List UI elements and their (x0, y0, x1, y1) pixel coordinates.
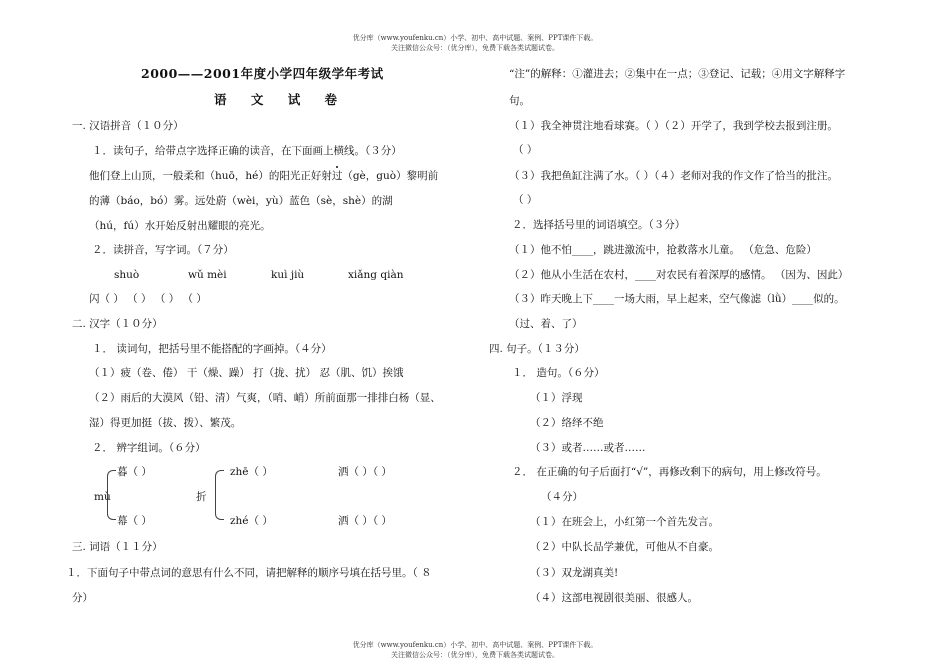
exam-title: 2000——2001年度小学四年级学年考试 (141, 66, 384, 81)
s2-q1-line-2: （２）雨后的大漠风（铅、清）气爽，（哨、峭）所前面那一排排白杨（显、 (89, 392, 441, 404)
zhu-answer-blank-2: （ ） (513, 144, 538, 156)
s2-q1-line-3: 湿）得更加挺（拔、拨）、繁茂。 (89, 417, 242, 429)
s4-q1-item-3: （３）或者……或者…… (530, 442, 646, 454)
s4-q1-item-2: （２）络绎不绝 (530, 417, 604, 429)
s4-q2-item-1: （１）在班会上，小红第一个首先发言。 (530, 516, 719, 528)
dotted-char: 过 (331, 170, 343, 182)
s4-q1-item-1: （１）浮现 (530, 392, 583, 404)
pinyin-4: xiǎng qiàn (348, 269, 404, 281)
s3-question-1-line-1: １．下面句子中带点词的意思有什么不同，请把解释的顺序号填在括号里。（ ８ (66, 567, 432, 579)
zhu-definition-line-1: “注”的解释：①灌进去；②集中在一点；③登记、记载；④用文字解释字 (509, 68, 846, 80)
exam-subtitle: 语 文 试 卷 (214, 92, 348, 107)
s1-q1-line-1b: （gè，guò）黎明前 (342, 170, 439, 182)
s4-q2-item-2: （２）中队长品学兼优，可他从不自豪。 (530, 541, 719, 553)
section-1-heading: 一. 汉语拼音（１０分） (72, 120, 184, 132)
zhe-char-label: 折 (196, 491, 207, 503)
s1-q1-line-3: （hú，fú）水开始反射出耀眼的亮光。 (89, 220, 271, 232)
page-header (0, 33, 950, 53)
pinyin-3: kuì jiù (271, 269, 305, 281)
pinyin-answer-blanks: 闪（ ） （ ） （ ） （ ） (89, 293, 207, 305)
s1-question-2: ２．读拼音，写字词。（７分） (92, 244, 234, 256)
s3-q2-item-1: （１）他不怕____，跳进激流中，抢救落水儿童。 （危急、危险） (509, 244, 817, 256)
zhu-answer-blank-4: （ ） (513, 194, 538, 206)
zhe-word-top: zhē（ ） (230, 466, 273, 478)
s4-q2-item-4: （４）这部电视剧很美丽、很感人。 (530, 592, 698, 604)
mu-word-top: 暮（ ） (117, 466, 152, 478)
zhe-word-bottom: zhé（ ） (230, 515, 273, 527)
s1-question-1: １．读句子，给带点字选择正确的读音，在下面画上横线。（３分） (92, 145, 402, 157)
s4-q2-item-3: （３）双龙湖真美! (530, 567, 619, 579)
sa-word-top: 洒（ ）（ ） (338, 466, 392, 478)
zhe-brace (215, 470, 224, 520)
zhu-sentence-1-2: （１）我全神贯注地看球赛。（ ）（２）开学了，我到学校去报到注册。 (509, 120, 838, 132)
sa-word-bottom: 洒（ ）（ ） (338, 515, 392, 527)
s2-q1-line-1: （１）疲（卷、倦） 干（燥、躁） 打（拢、扰） 忍（肌、饥）挨饿 (89, 367, 404, 379)
s3-q2-item-3: （３）昨天晚上下____一场大雨，早上起来，空气像滤（lǜ）____似的。 (509, 293, 845, 305)
header-line-2: 关注微信公众号：（优分库），免费下载各类试题试卷。 (391, 44, 559, 52)
header-line-1: 优分库（www.youfenku.cn）小学、初中、高中试题、案例、PPT课件下载。 (352, 34, 598, 42)
section-4-heading: 四. 句子。（１３分） (489, 343, 585, 355)
footer-line-2: 关注微信公众号：（优分库），免费下载各类试题试卷。 (391, 651, 559, 659)
pinyin-1: shuò (114, 269, 140, 281)
s4-question-2-line-2: （４分） (541, 491, 583, 503)
s1-q1-line-1a: 他们登上山顶，一般柔和（huō，hé）的阳光正好射 (89, 170, 332, 182)
s3-q2-options: （过、着、了） (509, 318, 583, 330)
s1-q1-line-2: 的薄（báo，bó）雾。远处蔚（wèi，yù）蓝色（sè，shè）的湖 (89, 195, 393, 207)
section-3-heading: 三. 词语（１１分） (72, 541, 163, 553)
mu-pinyin-label: mù (94, 491, 111, 503)
footer-line-1: 优分库（www.youfenku.cn）小学、初中、高中试题、案例、PPT课件下载。 (352, 641, 598, 649)
s4-question-1: １． 造句。（６分） (512, 367, 605, 379)
section-2-heading: 二. 汉字（１０分） (72, 318, 163, 330)
s3-q2-item-2: （２）他从小生活在农村，____对农民有着深厚的感情。 （因为、因此） (509, 269, 849, 281)
s2-question-1: １． 读词句，把括号里不能搭配的字画掉。（４分） (92, 343, 332, 355)
page-footer (0, 640, 950, 660)
s4-question-2-line-1: ２． 在正确的句子后面打“√”，再修改剩下的病句，用上修改符号。 (512, 466, 827, 478)
s2-question-2: ２． 辨字组词。（６分） (92, 442, 206, 454)
s3-question-1-line-2: 分） (72, 592, 93, 604)
zhu-sentence-3-4: （３）我把鱼缸注满了水。（ ）（４）老师对我的作文作了恰当的批注。 (509, 170, 838, 182)
pinyin-2: wǔ mèi (188, 269, 227, 281)
s1-q1-line-1 (89, 169, 438, 183)
mu-word-bottom: 幕（ ） (117, 515, 152, 527)
s3-question-2: ２．选择括号里的词语填空。（３分） (512, 219, 686, 231)
zhu-definition-line-2: 句。 (509, 95, 530, 107)
